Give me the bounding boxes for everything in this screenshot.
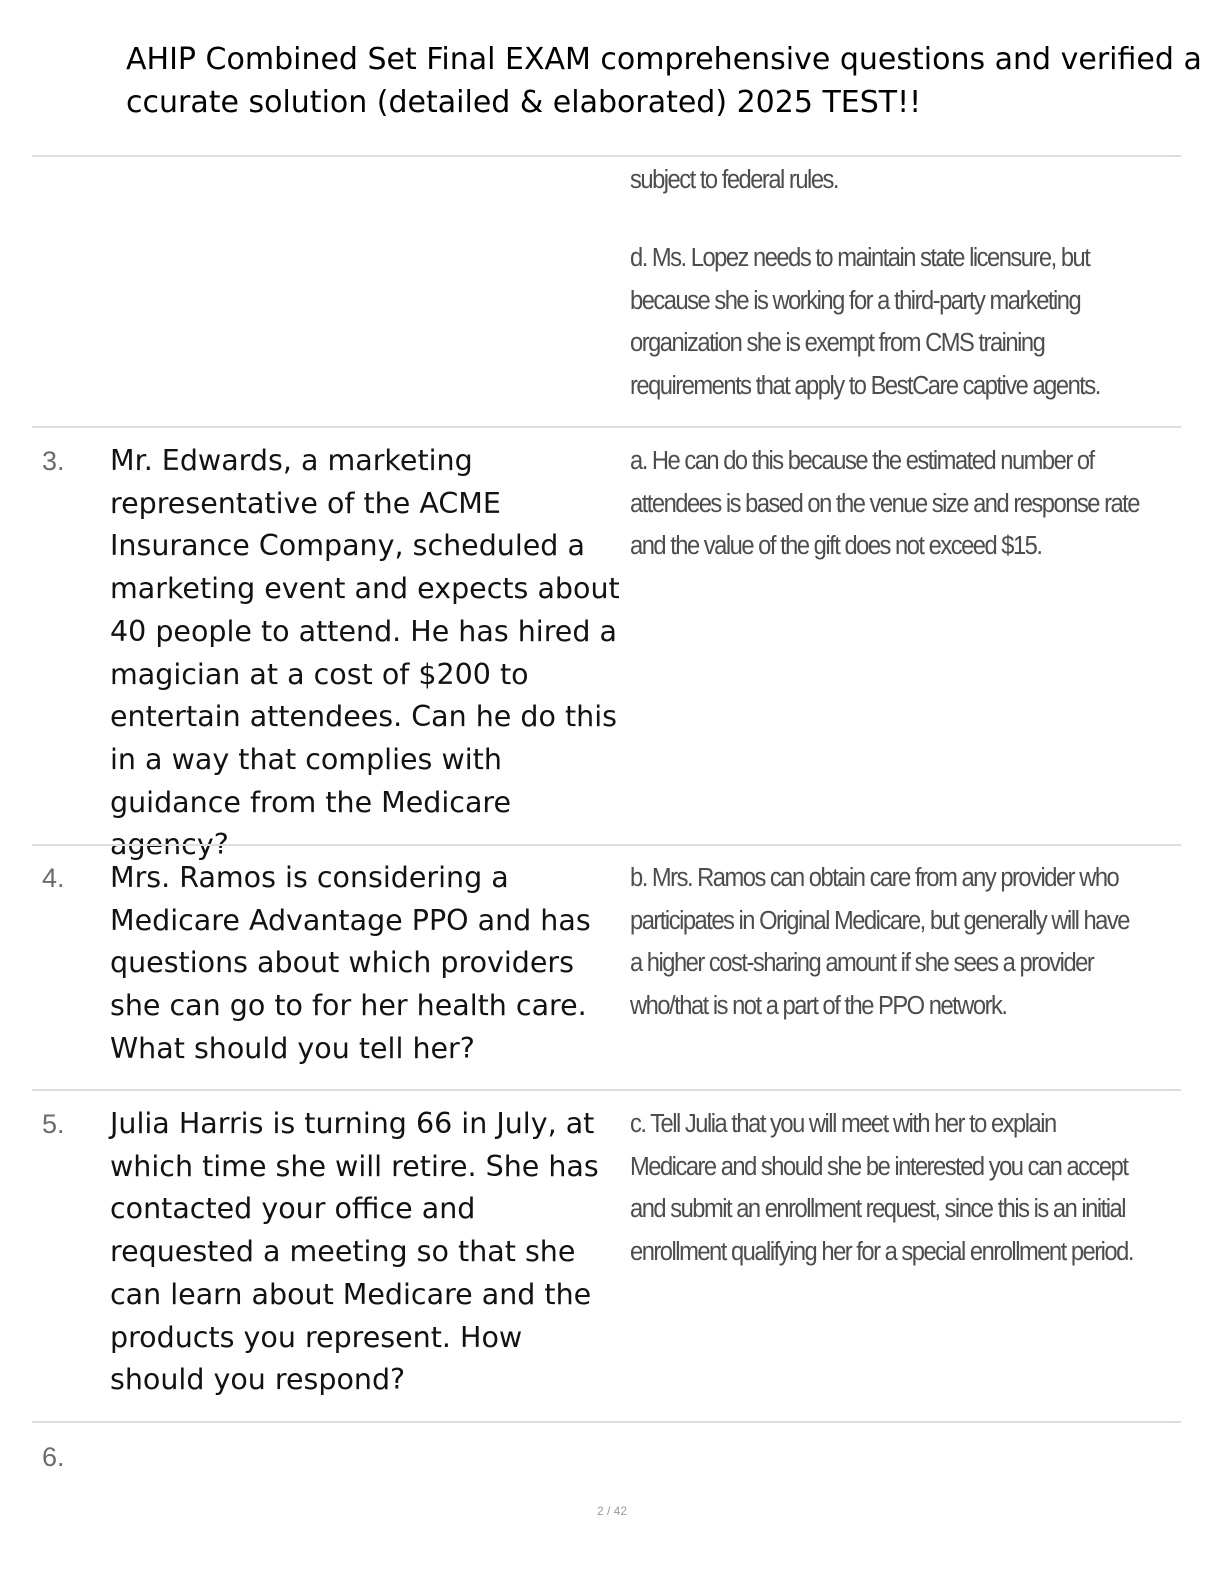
page-number: 2 / 42 [596, 1504, 628, 1518]
answer-text: c. Tell Julia that you will meet with her to explain Medicare and should she be interested you can accept and submit an enrollment request, since this is an initial enrollment qualifying her for a special enrollment period. [630, 1110, 1133, 1267]
divider [32, 1421, 1181, 1423]
question-number: 5. [42, 1109, 65, 1139]
question-text: Mr. Edwards, a marketing representative of the ACME Insurance Company, scheduled a marketing event and expects about 40 people to attend. He has hired a magician at a cost of $200 to entertain attendees. Can he do this in a way that complies with guidance from the Medicare agency? [110, 444, 620, 862]
divider [32, 155, 1181, 157]
answer-continued-line: subject to federal rules. [630, 166, 839, 194]
answer-text: a. He can do this because the estimated number of attendees is based on the venue size and response rate and the value of the gift does not exceed $15. [630, 447, 1139, 561]
divider [32, 426, 1181, 428]
question-text: Julia Harris is turning 66 in July, at which time she will retire. She has contacted your office and requested a meeting so that she can learn about Medicare and the products you represent. How should you respond? [110, 1107, 599, 1397]
question-number: 3. [42, 446, 65, 476]
divider [32, 1089, 1181, 1091]
answer-option-d: d. Ms. Lopez needs to maintain state licensure, but because she is working for a third-party marketing organization she is exempt from CMS training requirements that apply to BestCare captive agents. [630, 244, 1100, 401]
answer-text: b. Mrs. Ramos can obtain care from any provider who participates in Original Medicare, but generally will have a higher cost-sharing amount if she sees a provider who/that is not a part of the PPO network. [630, 864, 1129, 1021]
question-number: 4. [42, 863, 65, 893]
divider [32, 844, 1181, 846]
question-number: 6. [42, 1442, 65, 1472]
page-title: AHIP Combined Set Final EXAM comprehensive questions and verified accurate solution (detailed & elaborated) 2025 TEST!! [126, 42, 1202, 120]
question-text: Mrs. Ramos is considering a Medicare Advantage PPO and has questions about which providers she can go to for her health care. What should you tell her? [110, 861, 591, 1065]
